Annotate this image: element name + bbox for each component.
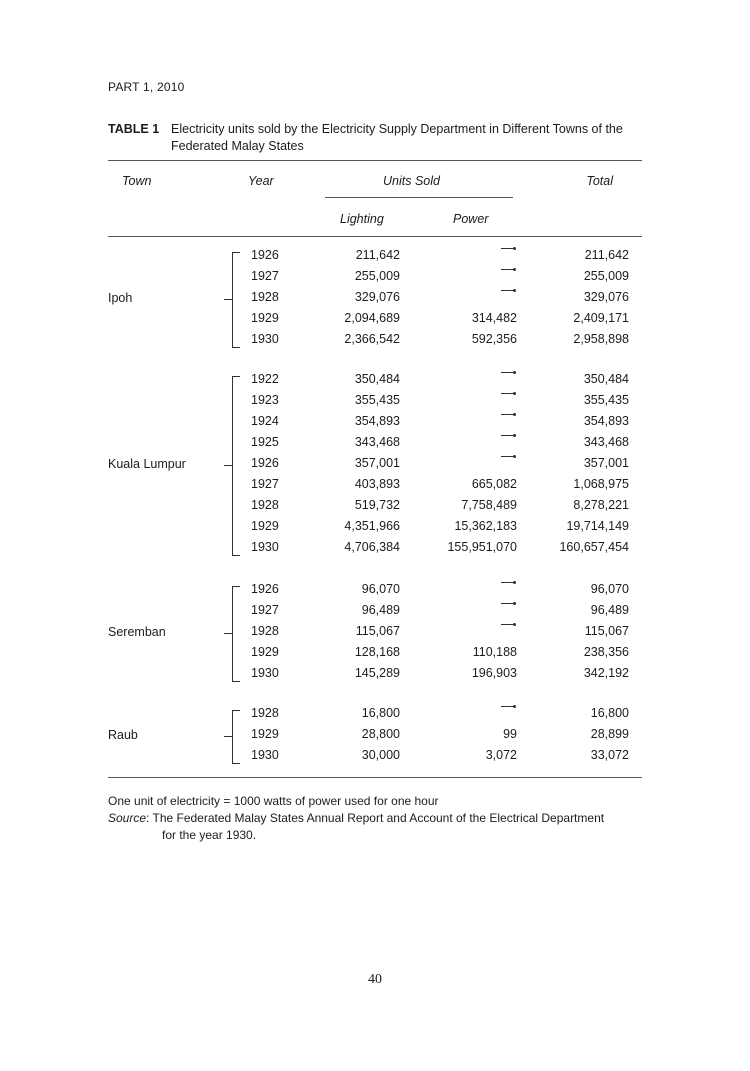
no-value-dash bbox=[501, 624, 514, 625]
no-value-dash bbox=[501, 269, 514, 270]
header-power: Power bbox=[453, 212, 489, 226]
source-label: Source bbox=[108, 811, 147, 825]
year-cell: 1930 bbox=[251, 748, 279, 762]
lighting-cell: 329,076 bbox=[354, 290, 400, 304]
total-cell: 357,001 bbox=[583, 456, 629, 470]
no-value-dash bbox=[501, 706, 514, 707]
table-row bbox=[0, 372, 750, 393]
total-cell: 329,076 bbox=[583, 290, 629, 304]
header-total: Total bbox=[586, 174, 613, 188]
lighting-cell: 2,094,689 bbox=[344, 311, 400, 325]
total-cell: 342,192 bbox=[583, 666, 629, 680]
year-cell: 1927 bbox=[251, 603, 279, 617]
total-cell: 28,899 bbox=[590, 727, 629, 741]
year-cell: 1928 bbox=[251, 624, 279, 638]
town-name: Raub bbox=[108, 728, 138, 742]
total-cell: 2,409,171 bbox=[573, 311, 629, 325]
table-header-rule bbox=[108, 236, 642, 237]
lighting-cell: 354,893 bbox=[354, 414, 400, 428]
lighting-cell: 255,009 bbox=[354, 269, 400, 283]
source-note bbox=[108, 810, 648, 827]
lighting-cell: 128,168 bbox=[354, 645, 400, 659]
year-cell: 1923 bbox=[251, 393, 279, 407]
lighting-cell: 2,366,542 bbox=[344, 332, 400, 346]
lighting-cell: 4,706,384 bbox=[344, 540, 400, 554]
total-cell: 211,642 bbox=[584, 248, 629, 262]
table-row bbox=[0, 498, 750, 519]
power-cell: 314,482 bbox=[471, 311, 517, 325]
year-cell: 1928 bbox=[251, 706, 279, 720]
power-cell: 110,188 bbox=[472, 645, 517, 659]
total-cell: 96,070 bbox=[590, 582, 629, 596]
total-cell: 2,958,898 bbox=[573, 332, 629, 346]
year-cell: 1927 bbox=[251, 477, 279, 491]
power-cell: 3,072 bbox=[485, 748, 517, 762]
no-value-dash bbox=[501, 414, 514, 415]
table-row bbox=[0, 311, 750, 332]
year-cell: 1929 bbox=[251, 645, 279, 659]
year-cell: 1922 bbox=[251, 372, 279, 386]
lighting-cell: 211,642 bbox=[355, 248, 400, 262]
table-label: TABLE 1 bbox=[108, 122, 160, 136]
lighting-cell: 4,351,966 bbox=[344, 519, 400, 533]
total-cell: 19,714,149 bbox=[566, 519, 629, 533]
total-cell: 16,800 bbox=[590, 706, 629, 720]
total-cell: 96,489 bbox=[590, 603, 629, 617]
table-bottom-rule bbox=[108, 777, 642, 778]
year-cell: 1925 bbox=[251, 435, 279, 449]
no-value-dash bbox=[501, 372, 514, 373]
year-cell: 1924 bbox=[251, 414, 279, 428]
year-cell: 1930 bbox=[251, 332, 279, 346]
no-value-dash bbox=[501, 603, 514, 604]
unit-note: One unit of electricity = 1000 watts of power used for one hour bbox=[108, 794, 439, 808]
source-text: : The Federated Malay States Annual Report and Account of the Electrical Department bbox=[146, 811, 605, 825]
lighting-cell: 16,800 bbox=[361, 706, 400, 720]
table-row bbox=[0, 645, 750, 666]
year-cell: 1926 bbox=[251, 456, 279, 470]
power-cell: 665,082 bbox=[471, 477, 517, 491]
power-cell: 7,758,489 bbox=[461, 498, 517, 512]
power-cell: 196,903 bbox=[471, 666, 517, 680]
total-cell: 1,068,975 bbox=[573, 477, 629, 491]
year-cell: 1927 bbox=[251, 269, 279, 283]
year-cell: 1929 bbox=[251, 311, 279, 325]
lighting-cell: 115,067 bbox=[355, 624, 400, 638]
lighting-cell: 96,489 bbox=[361, 603, 400, 617]
total-cell: 115,067 bbox=[584, 624, 629, 638]
year-cell: 1926 bbox=[251, 248, 279, 262]
year-cell: 1926 bbox=[251, 582, 279, 596]
power-cell: 15,362,183 bbox=[454, 519, 517, 533]
year-cell: 1930 bbox=[251, 540, 279, 554]
lighting-cell: 519,732 bbox=[354, 498, 400, 512]
table-row bbox=[0, 414, 750, 435]
running-header: PART 1, 2010 bbox=[108, 80, 185, 94]
lighting-cell: 403,893 bbox=[354, 477, 400, 491]
table-row bbox=[0, 748, 750, 769]
header-town: Town bbox=[122, 174, 152, 188]
year-cell: 1928 bbox=[251, 498, 279, 512]
table-row bbox=[0, 727, 750, 748]
header-year: Year bbox=[248, 174, 274, 188]
year-cell: 1928 bbox=[251, 290, 279, 304]
table-row bbox=[0, 624, 750, 645]
town-name: Kuala Lumpur bbox=[108, 457, 186, 471]
units-sold-rule bbox=[325, 197, 513, 198]
year-cell: 1929 bbox=[251, 519, 279, 533]
lighting-cell: 30,000 bbox=[361, 748, 400, 762]
power-cell: 99 bbox=[503, 727, 517, 741]
table-row bbox=[0, 477, 750, 498]
total-cell: 355,435 bbox=[583, 393, 629, 407]
table-row bbox=[0, 393, 750, 414]
table-row bbox=[0, 332, 750, 353]
no-value-dash bbox=[501, 582, 514, 583]
table-row bbox=[0, 540, 750, 561]
header-lighting: Lighting bbox=[340, 212, 384, 226]
lighting-cell: 357,001 bbox=[354, 456, 400, 470]
no-value-dash bbox=[501, 435, 514, 436]
total-cell: 255,009 bbox=[583, 269, 629, 283]
page-number: 40 bbox=[368, 972, 382, 987]
table-row bbox=[0, 290, 750, 311]
lighting-cell: 355,435 bbox=[354, 393, 400, 407]
table-row bbox=[0, 706, 750, 727]
lighting-cell: 350,484 bbox=[354, 372, 400, 386]
table-row bbox=[0, 666, 750, 687]
header-units-sold: Units Sold bbox=[383, 174, 440, 188]
no-value-dash bbox=[501, 248, 514, 249]
table-row bbox=[0, 519, 750, 540]
table-row bbox=[0, 435, 750, 456]
power-cell: 592,356 bbox=[471, 332, 517, 346]
table-top-rule bbox=[108, 160, 642, 161]
table-row bbox=[0, 582, 750, 603]
table-title: Electricity units sold by the Electricity Supply Department in Different Towns of the Federated Malay States bbox=[171, 122, 623, 153]
no-value-dash bbox=[501, 456, 514, 457]
power-cell: 155,951,070 bbox=[447, 540, 517, 554]
table-row bbox=[0, 603, 750, 624]
lighting-cell: 96,070 bbox=[361, 582, 400, 596]
total-cell: 160,657,454 bbox=[559, 540, 629, 554]
table-row bbox=[0, 269, 750, 290]
town-name: Ipoh bbox=[108, 291, 133, 305]
total-cell: 8,278,221 bbox=[573, 498, 629, 512]
source-note-continued: for the year 1930. bbox=[162, 828, 257, 842]
table-row bbox=[0, 456, 750, 477]
no-value-dash bbox=[501, 393, 514, 394]
year-cell: 1929 bbox=[251, 727, 279, 741]
lighting-cell: 343,468 bbox=[354, 435, 400, 449]
town-name: Seremban bbox=[108, 625, 166, 639]
year-cell: 1930 bbox=[251, 666, 279, 680]
no-value-dash bbox=[501, 290, 514, 291]
total-cell: 354,893 bbox=[583, 414, 629, 428]
lighting-cell: 28,800 bbox=[361, 727, 400, 741]
lighting-cell: 145,289 bbox=[354, 666, 400, 680]
total-cell: 33,072 bbox=[590, 748, 629, 762]
total-cell: 238,356 bbox=[583, 645, 629, 659]
total-cell: 343,468 bbox=[583, 435, 629, 449]
total-cell: 350,484 bbox=[583, 372, 629, 386]
table-row bbox=[0, 248, 750, 269]
